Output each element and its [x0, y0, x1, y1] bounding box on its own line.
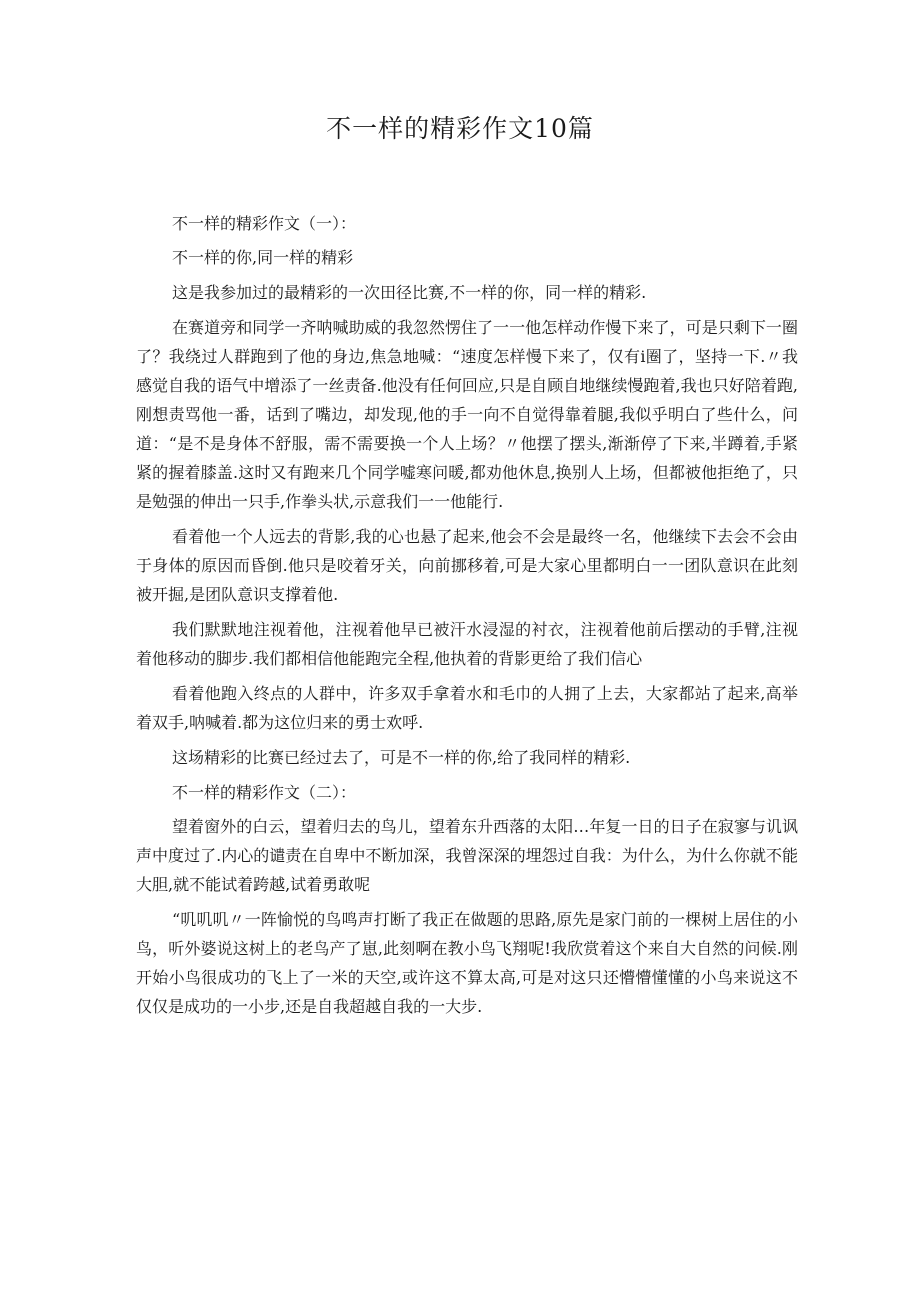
document-title: 不一样的精彩作文10篇 — [326, 114, 594, 143]
paragraph: “叽叽叽〃一阵愉悦的鸟鸣声打断了我正在做题的思路,原先是家门前的一棵树上居住的小鸟，听外婆说这树上的老鸟产了崽,此刻啊在教小鸟飞翔呢!我欣赏着这个来自大自然的问候.刚开始小鸟很成功的飞上了一米的天空,或许这不算太高,可是对这只还懵懵懂懂的小鸟来说这不仅仅是成功的一小步,还是自我超越自我的一大步. — [136, 910, 798, 1016]
essay-subtitle: 不一样的你,同一样的精彩 — [172, 248, 354, 267]
paragraph: 看着他一个人远去的背影,我的心也悬了起来,他会不会是最终一名，他继续下去会不会由于身体的原因而昏倒.他只是咬着牙关，向前挪移着,可是大家心里都明白一一团队意识在此刻被开掘,是团队意识支撑着他. — [136, 527, 798, 604]
paragraph: 这是我参加过的最精彩的一次田径比赛,不一样的你，同一样的精彩. — [172, 283, 647, 302]
paragraph: 这场精彩的比赛已经过去了，可是不一样的你,给了我同样的精彩. — [172, 748, 631, 767]
paragraph: 望着窗外的白云，望着归去的鸟儿，望着东升西落的太阳…年复一日的日子在寂寥与讥讽声中度过了.内心的谴责在自卑中不断加深，我曾深深的埋怨过自我：为什么，为什么你就不能大胆,就不能试着跨越,试着勇敢呢 — [136, 817, 798, 894]
section-heading: 不一样的精彩作文（一）： — [172, 214, 357, 233]
section-heading: 不一样的精彩作文（二）： — [172, 783, 357, 802]
paragraph: 在赛道旁和同学一齐呐喊助威的我忽然愣住了一一他怎样动作慢下来了，可是只剩下一圈了？我绕过人群跑到了他的身边,焦急地喊：“速度怎样慢下来了，仅有i圈了，坚持一下.〃我感觉自我的语气中增添了一丝责备.他没有任何回应,只是自顾自地继续慢跑着,我也只好陪着跑,刚想责骂他一番，话到了嘴边，却发现,他的手一向不自觉得靠着腿,我似乎明白了些什么，问道：“是不是身体不舒服，需不需要换一个人上场？〃他摆了摆头,渐渐停了下来,半蹲着,手紧紧的握着膝盖.这时又有跑来几个同学嘘寒问暖,都劝他休息,换别人上场，但都被他拒绝了，只是勉强的伸出一只手,作拳头状,示意我们一一他能行. — [136, 318, 798, 511]
document-body — [136, 209, 798, 1027]
paragraph: 我们默默地注视着他，注视着他早已被汗水浸湿的衬衣，注视着他前后摆动的手臂,注视着他移动的脚步.我们都相信他能跑完全程,他执着的背影更给了我们信心 — [136, 620, 798, 668]
paragraph: 看着他跑入终点的人群中，许多双手拿着水和毛巾的人拥了上去，大家都站了起来,高举着双手,呐喊着.都为这位归来的勇士欢呼. — [136, 684, 798, 732]
